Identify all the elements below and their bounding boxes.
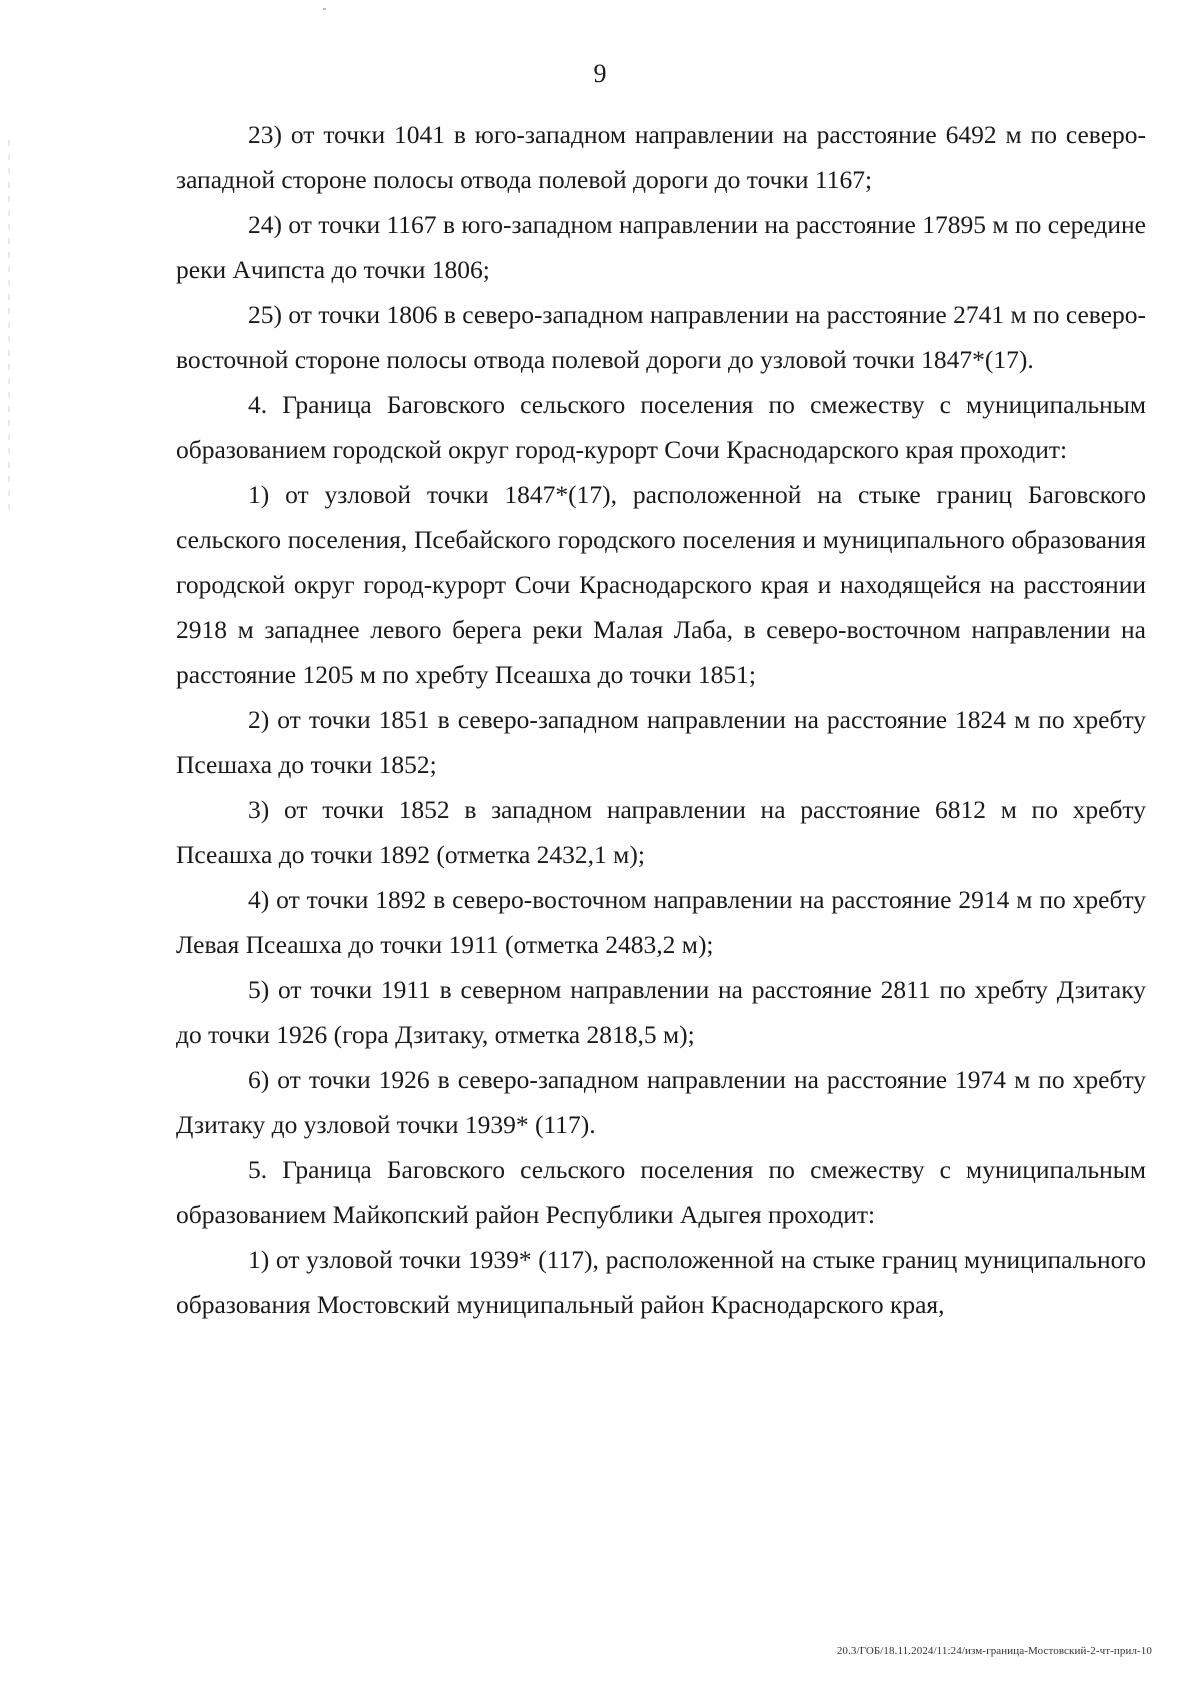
section-5-heading-paragraph: 5. Граница Баговского сельского поселения по смежеству с муниципальным образованием Майкопский район Республики Адыгея проходит: xyxy=(176,1155,1146,1229)
section-4-item-2: 2) от точки 1851 в северо-западном направлении на расстояние 1824 м по хребту Псешаха до точки 1852; xyxy=(176,705,1146,779)
section-4-item-5: 5) от точки 1911 в северном направлении на расстояние 2811 по хребту Дзитаку до точки 1926 (гора Дзитаку, отметка 2818,5 м); xyxy=(176,975,1146,1049)
scan-artifact xyxy=(323,8,326,10)
paragraph-item-23: 23) от точки 1041 в юго-западном направлении на расстояние 6492 м по северо-западной стороне полосы отвода полевой дороги до точки 1167; xyxy=(176,120,1146,194)
document-footer-code: 20.3/ГОБ/18.11.2024/11:24/изм-граница-Мостовский-2-чт-прил-10 xyxy=(836,1645,1152,1657)
document-body xyxy=(176,112,1146,1327)
section-4-item-3: 3) от точки 1852 в западном направлении на расстояние 6812 м по хребту Псеашха до точки 1892 (отметка 2432,1 м); xyxy=(176,795,1146,869)
paragraph-item-25: 25) от точки 1806 в северо-западном направлении на расстояние 2741 м по северо-восточной стороне полосы отвода полевой дороги до узловой точки 1847*(17). xyxy=(176,300,1146,374)
section-4-item-6: 6) от точки 1926 в северо-западном направлении на расстояние 1974 м по хребту Дзитаку до узловой точки 1939* (117). xyxy=(176,1065,1146,1139)
page-number: 9 xyxy=(593,59,607,88)
section-5-item-1: 1) от узловой точки 1939* (117), расположенной на стыке границ муниципального образования Мостовский муниципальный район Краснодарского края, xyxy=(176,1245,1146,1319)
scan-edge-shadow xyxy=(8,140,10,510)
section-4-item-4: 4) от точки 1892 в северо-восточном направлении на расстояние 2914 м по хребту Левая Псеашха до точки 1911 (отметка 2483,2 м); xyxy=(176,885,1146,959)
section-4-item-1: 1) от узловой точки 1847*(17), расположенной на стыке границ Баговского сельского поселения, Псебайского городского поселения и муниципального образования городской округ город-курорт Сочи Краснодарского края и находящейся на расстоянии 2918 м западнее левого берега реки Малая Лаба, в северо-восточном направлении на расстояние 1205 м по хребту Псеашха до точки 1851; xyxy=(176,480,1146,689)
paragraph-item-24: 24) от точки 1167 в юго-западном направлении на расстояние 17895 м по середине реки Ачипста до точки 1806; xyxy=(176,210,1146,284)
section-4-heading-paragraph: 4. Граница Баговского сельского поселения по смежеству с муниципальным образованием городской округ город-курорт Сочи Краснодарского края проходит: xyxy=(176,390,1146,464)
